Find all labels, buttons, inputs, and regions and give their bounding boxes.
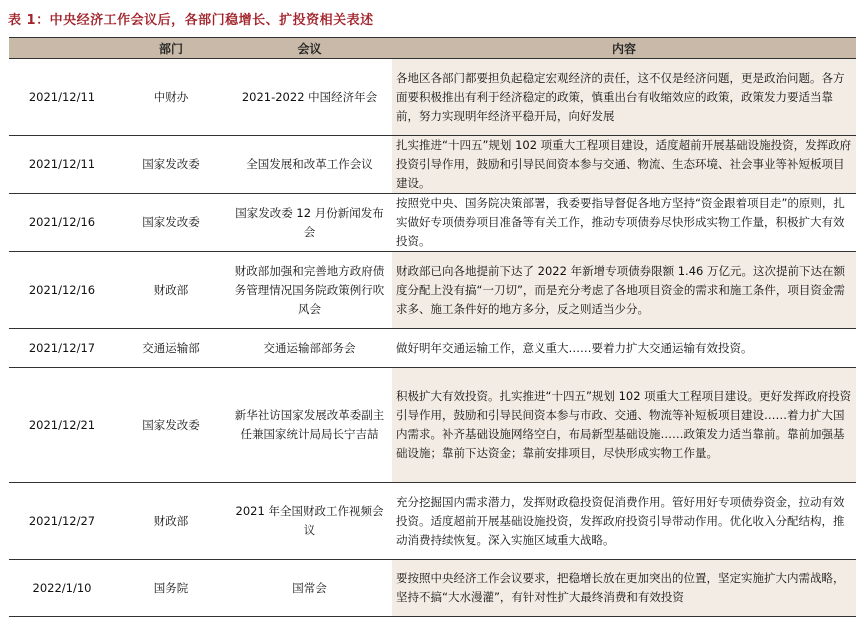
row-date: 2022/1/10	[9, 560, 115, 617]
row-department: 国家发改委	[115, 194, 227, 252]
header-date	[9, 38, 115, 59]
row-content: 扎实推进“十四五”规划 102 项重大工程项目建设，适度超前开展基础设施投资，发挥政府投资引导作用，鼓励和引导民间资本参与交通、物流、生态环境、社会事业等补短板项目建设。	[392, 136, 856, 194]
row-date: 2021/12/21	[9, 368, 115, 483]
row-department: 国家发改委	[115, 368, 227, 483]
table-row	[9, 368, 856, 483]
row-department: 财政部	[115, 252, 227, 329]
row-meeting: 国常会	[227, 560, 392, 617]
table-row	[9, 136, 856, 194]
row-date: 2021/12/27	[9, 483, 115, 560]
row-content: 积极扩大有效投资。扎实推进“十四五”规划 102 项重大工程项目建设。更好发挥政府投资引导作用，鼓励和引导民间资本参与市政、交通、物流等补短板项目建设……着力扩大国内需求。补齐基础设施网络空白，布局新型基础设施……政策发力适当靠前。靠前加强基础设施；靠前下达资金；靠前安排项目，尽快形成实物工作量。	[392, 368, 856, 483]
row-content: 要按照中央经济工作会议要求，把稳增长放在更加突出的位置，坚定实施扩大内需战略，坚持不搞“大水漫灌”，有针对性扩大最终消费和有效投资	[392, 560, 856, 617]
row-content: 各地区各部门都要担负起稳定宏观经济的责任，这不仅是经济问题，更是政治问题。各方面要积极推出有利于经济稳定的政策，慎重出台有收缩效应的政策，政策发力要适当靠前，努力实现明年经济平稳开局，向好发展	[392, 59, 856, 136]
table-row	[9, 194, 856, 252]
row-content: 按照党中央、国务院决策部署，我委要指导督促各地方坚持“资金跟着项目走”的原则，扎实做好专项债券项目准备等有关工作，推动专项债券尽快形成实物工作量，积极扩大有效投资。	[392, 194, 856, 252]
row-date: 2021/12/17	[9, 329, 115, 368]
row-meeting: 交通运输部部务会	[227, 329, 392, 368]
header-department: 部门	[115, 38, 227, 59]
row-department: 国家发改委	[115, 136, 227, 194]
header-content: 内容	[392, 38, 856, 59]
row-meeting: 国家发改委 12 月份新闻发布会	[227, 194, 392, 252]
row-meeting: 财政部加强和完善地方政府债务管理情况国务院政策例行吹风会	[227, 252, 392, 329]
table-header-row	[9, 38, 856, 59]
row-content: 做好明年交通运输工作，意义重大……要着力扩大交通运输有效投资。	[392, 329, 856, 368]
row-meeting: 2021-2022 中国经济年会	[227, 59, 392, 136]
row-date: 2021/12/16	[9, 194, 115, 252]
row-date: 2021/12/16	[9, 252, 115, 329]
row-content: 财政部已向各地提前下达了 2022 年新增专项债券限额 1.46 万亿元。这次提前下达在额度分配上没有搞“一刀切”，而是充分考虑了各地项目资金的需求和施工条件，项目资金需求多、施工条件好的地方多分，反之则适当少分。	[392, 252, 856, 329]
row-content: 充分挖掘国内需求潜力，发挥财政稳投资促消费作用。管好用好专项债券资金，拉动有效投资。适度超前开展基础设施投资，发挥政府投资引导带动作用。优化收入分配结构，推动消费持续恢复。深入实施区域重大战略。	[392, 483, 856, 560]
table-row	[9, 560, 856, 617]
table-row	[9, 329, 856, 368]
table-row	[9, 59, 856, 136]
row-department: 交通运输部	[115, 329, 227, 368]
row-department: 中财办	[115, 59, 227, 136]
row-date: 2021/12/11	[9, 136, 115, 194]
row-department: 财政部	[115, 483, 227, 560]
table-row	[9, 483, 856, 560]
row-meeting: 2021 年全国财政工作视频会议	[227, 483, 392, 560]
row-meeting: 新华社访国家发展改革委副主任兼国家统计局局长宁吉喆	[227, 368, 392, 483]
row-date: 2021/12/11	[9, 59, 115, 136]
table-row	[9, 252, 856, 329]
header-meeting: 会议	[227, 38, 392, 59]
row-meeting: 全国发展和改革工作会议	[227, 136, 392, 194]
policy-table	[9, 37, 856, 617]
row-department: 国务院	[115, 560, 227, 617]
table-caption: 表 1：中央经济工作会议后，各部门稳增长、扩投资相关表述	[8, 13, 374, 28]
